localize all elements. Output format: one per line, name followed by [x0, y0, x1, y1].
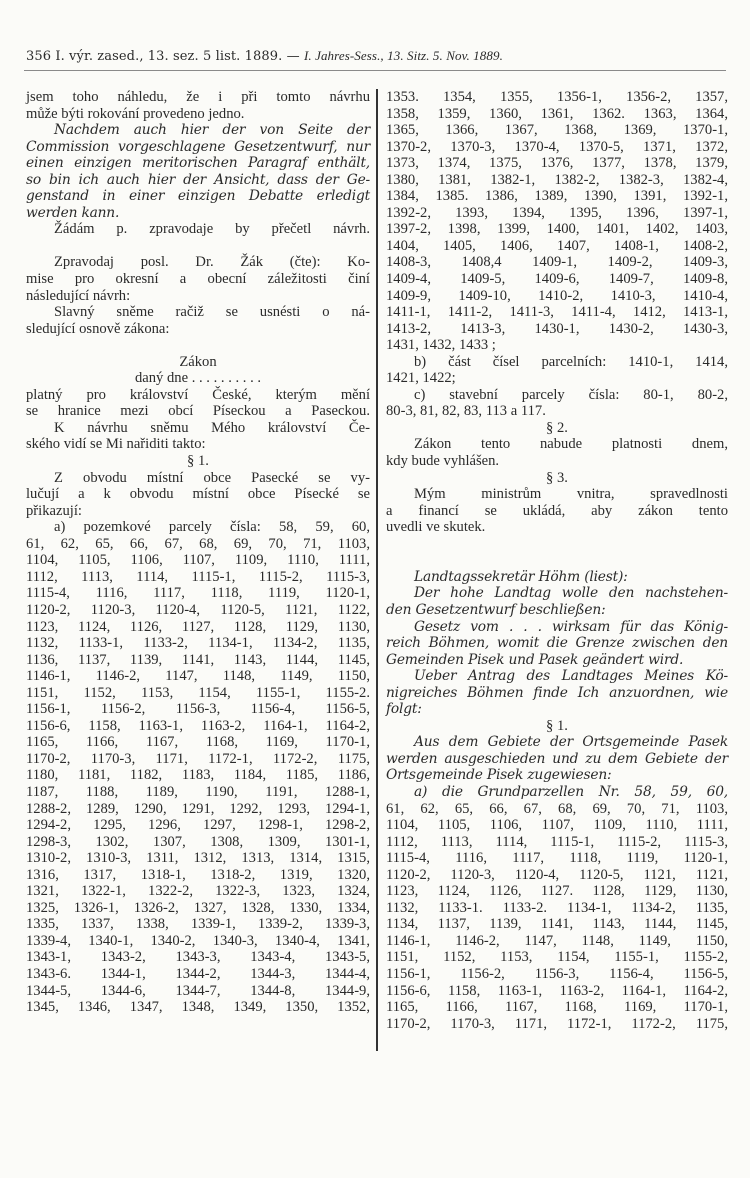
running-header: [26, 48, 726, 70]
text-line: 1365, 1366, 1367, 1368, 1369, 1370-1,: [386, 122, 728, 139]
text-line: 1343-1, 1343-2, 1343-3, 1343-4, 1343-5,: [26, 949, 370, 966]
text-line: K návrhu sněmu Mého království Če-: [54, 419, 370, 436]
text-line: 1344-5, 1344-6, 1344-7, 1344-8, 1344-9,: [26, 982, 370, 999]
text-line: platný pro království České, kterým mění: [26, 386, 370, 403]
text-line: 1187, 1188, 1189, 1190, 1191, 1288-1,: [26, 783, 370, 800]
text-line: sledující osnově zákona:: [26, 320, 170, 337]
text-line: 1321, 1322-1, 1322-2, 1322-3, 1323, 1324,: [26, 883, 370, 900]
right-column: [386, 89, 728, 1032]
text-line: následující návrh:: [26, 287, 131, 304]
text-line: 1146-1, 1146-2, 1147, 1148, 1149, 1150,: [386, 932, 728, 949]
text-line: 1397-2, 1398, 1399, 1400, 1401, 1402, 1403,: [386, 221, 728, 238]
text-line: Gemeinden Pisek und Pasek geändert wird.: [386, 651, 684, 668]
left-column: [26, 89, 370, 1016]
text-line: 1156-6, 1158, 1163-1, 1163-2, 1164-1, 1164-2,: [26, 717, 370, 734]
text-line: 1431, 1432, 1433 ;: [386, 337, 496, 354]
text-line: Landtagssekretär Höhm (liest):: [414, 568, 628, 585]
text-line: 1170-2, 1170-3, 1171, 1172-1, 1172-2, 1175,: [26, 750, 370, 767]
section-heading: § 1.: [546, 717, 568, 734]
text-line: Z obvodu místní obce Pasecké se vy-: [54, 469, 370, 486]
text-line: a) die Grundparzellen Nr. 58, 59, 60,: [414, 783, 728, 800]
text-line: 1151, 1152, 1153, 1154, 1155-1, 1155-2,: [386, 949, 728, 966]
text-line: 1156-1, 1156-2, 1156-3, 1156-4, 1156-5,: [386, 965, 728, 982]
text-line: folgt:: [386, 701, 422, 718]
header-rule: [24, 70, 726, 71]
text-line: 1345, 1346, 1347, 1348, 1349, 1350, 1352,: [26, 999, 370, 1016]
text-line: 1156-6, 1158, 1163-1, 1163-2, 1164-1, 1164-2,: [386, 982, 728, 999]
text-line: přikazují:: [26, 502, 82, 519]
text-line: 1104, 1105, 1106, 1107, 1109, 1110, 1111,: [26, 552, 370, 569]
text-line: 1123, 1124, 1126, 1127, 1128, 1129, 1130,: [26, 618, 370, 635]
text-line: lučují a k obvodu místní obce Písecké se: [26, 486, 370, 503]
text-line: 1156-1, 1156-2, 1156-3, 1156-4, 1156-5,: [26, 701, 370, 718]
blank-line: [26, 238, 370, 255]
section-heading: Zákon: [179, 353, 217, 370]
text-line: 1404, 1405, 1406, 1407, 1408-1, 1408-2,: [386, 237, 728, 254]
text-line: 1112, 1113, 1114, 1115-1, 1115-2, 1115-3,: [26, 568, 370, 585]
text-line: 61, 62, 65, 66, 67, 68, 69, 70, 71, 1103,: [386, 800, 728, 817]
column-divider: [376, 89, 378, 1051]
text-line: so bin ich auch hier der Ansicht, dass der Ge-: [26, 171, 370, 188]
text-line: Aus dem Gebiete der Ortsgemeinde Pasek: [414, 734, 728, 751]
text-line: genstand in einer einzigen Debatte erledigt: [26, 188, 370, 205]
text-line: 1343-6. 1344-1, 1344-2, 1344-3, 1344-4,: [26, 965, 370, 982]
text-line: 1120-2, 1120-3, 1120-4, 1120-5, 1121, 1121,: [386, 866, 728, 883]
text-line: ského vidí se Mi nařiditi takto:: [26, 436, 206, 453]
text-line: einen einzigen meritorischen Paragraf enthält,: [26, 155, 370, 172]
text-line: 1123, 1124, 1126, 1127. 1128, 1129, 1130,: [386, 883, 728, 900]
text-line: 1392-2, 1393, 1394, 1395, 1396, 1397-1,: [386, 204, 728, 221]
text-line: werden ausgeschieden und zu dem Gebiete der: [386, 750, 728, 767]
text-line: 1294-2, 1295, 1296, 1297, 1298-1, 1298-2,: [26, 817, 370, 834]
text-line: 1136, 1137, 1139, 1141, 1143, 1144, 1145,: [26, 651, 370, 668]
text-line: 1151, 1152, 1153, 1154, 1155-1, 1155-2.: [26, 684, 370, 701]
text-line: 1325, 1326-1, 1326-2, 1327, 1328, 1330, 1334,: [26, 899, 370, 916]
text-line: 1112, 1113, 1114, 1115-1, 1115-2, 1115-3,: [386, 833, 728, 850]
text-line: se hranice mezi obcí Píseckou a Paseckou.: [26, 403, 370, 420]
text-line: Nachdem auch hier der von Seite der: [54, 122, 370, 139]
text-line: 1421, 1422;: [386, 370, 456, 387]
text-line: 61, 62, 65, 66, 67, 68, 69, 70, 71, 1103,: [26, 535, 370, 552]
text-line: 1115-4, 1116, 1117, 1118, 1119, 1120-1,: [386, 850, 728, 867]
text-line: b) část čísel parcelních: 1410-1, 1414,: [414, 353, 728, 370]
section-heading: § 3.: [546, 469, 568, 486]
text-line: nigreiches Böhmen finde Ich anzuordnen, wie: [386, 684, 728, 701]
text-line: 1134, 1137, 1139, 1141, 1143, 1144, 1145,: [386, 916, 728, 933]
text-line: Žádám p. zpravodaje by přečetl návrh.: [54, 221, 370, 238]
text-line: 1335, 1337, 1338, 1339-1, 1339-2, 1339-3,: [26, 916, 370, 933]
text-line: 1380, 1381, 1382-1, 1382-2, 1382-3, 1382-4,: [386, 171, 728, 188]
text-line: 1288-2, 1289, 1290, 1291, 1292, 1293, 1294-1,: [26, 800, 370, 817]
blank-line: [386, 552, 728, 569]
text-line: 1298-3, 1302, 1307, 1308, 1309, 1301-1,: [26, 833, 370, 850]
text-line: 1339-4, 1340-1, 1340-2, 1340-3, 1340-4, 1341,: [26, 932, 370, 949]
text-line: 1146-1, 1146-2, 1147, 1148, 1149, 1150,: [26, 668, 370, 685]
section-heading: § 2.: [546, 419, 568, 436]
section-heading: § 1.: [187, 453, 209, 470]
blank-line: [386, 536, 728, 553]
text-line: 1353. 1354, 1355, 1356-1, 1356-2, 1357,: [386, 89, 728, 105]
text-line: Gesetz vom . . . wirksam für das König-: [414, 618, 728, 635]
header-czech: I. výr. zased., 13. sez. 5 list. 1889.: [55, 49, 283, 64]
text-line: Commission vorgeschlagene Gesetzentwurf, nur: [26, 138, 370, 155]
text-line: a) pozemkové parcely čísla: 58, 59, 60,: [54, 519, 370, 536]
text-line: Slavný sněme račiž se usnésti o ná-: [54, 304, 370, 321]
text-line: 1408-3, 1408,4 1409-1, 1409-2, 1409-3,: [386, 254, 728, 271]
text-line: kdy bude vyhlášen.: [386, 453, 500, 470]
text-line: 1316, 1317, 1318-1, 1318-2, 1319, 1320,: [26, 866, 370, 883]
text-line: 1115-4, 1116, 1117, 1118, 1119, 1120-1,: [26, 585, 370, 602]
text-line: 1180, 1181, 1182, 1183, 1184, 1185, 1186,: [26, 767, 370, 784]
text-line: c) stavební parcely čísla: 80-1, 80-2,: [414, 386, 728, 403]
text-line: 1165, 1166, 1167, 1168, 1169, 1170-1,: [386, 999, 728, 1016]
text-line: 1373, 1374, 1375, 1376, 1377, 1378, 1379,: [386, 155, 728, 172]
text-line: Der hohe Landtag wolle den nachstehen-: [414, 585, 728, 602]
text-line: 1132, 1133-1. 1133-2. 1134-1, 1134-2, 1135,: [386, 899, 728, 916]
text-line: den Gesetzentwurf beschließen:: [386, 601, 606, 618]
text-line: 1370-2, 1370-3, 1370-4, 1370-5, 1371, 1372,: [386, 138, 728, 155]
text-line: 1411-1, 1411-2, 1411-3, 1411-4, 1412, 1413-1,: [386, 304, 728, 321]
text-line: jsem toho náhledu, že i při tomto návrhu: [26, 89, 370, 105]
text-line: 1384, 1385. 1386, 1389, 1390, 1391, 1392-1,: [386, 188, 728, 205]
text-line: 80-3, 81, 82, 83, 113 a 117.: [386, 403, 546, 420]
text-line: werden kann.: [26, 204, 120, 221]
blank-line: [26, 337, 370, 354]
text-line: 1409-9, 1409-10, 1410-2, 1410-3, 1410-4,: [386, 287, 728, 304]
text-line: Zákon tento nabude platnosti dnem,: [414, 436, 728, 453]
text-line: Ueber Antrag des Landtages Meines Kö-: [414, 668, 728, 685]
text-line: a financí se ukládá, aby zákon tento: [386, 502, 728, 519]
text-line: 1170-2, 1170-3, 1171, 1172-1, 1172-2, 1175,: [386, 1015, 728, 1032]
text-line: uvedli ve skutek.: [386, 519, 486, 536]
text-line: 1165, 1166, 1167, 1168, 1169, 1170-1,: [26, 734, 370, 751]
text-line: Ortsgemeinde Pisek zugewiesen:: [386, 767, 612, 784]
text-line: 1413-2, 1413-3, 1430-1, 1430-2, 1430-3,: [386, 320, 728, 337]
text-line: Zpravodaj posl. Dr. Žák (čte): Ko-: [54, 254, 370, 271]
text-line: 1104, 1105, 1106, 1107, 1109, 1110, 1111,: [386, 817, 728, 834]
section-heading: daný dne . . . . . . . . . .: [134, 370, 262, 387]
text-line: může býti rokování provedeno jedno.: [26, 105, 245, 122]
text-line: 1409-4, 1409-5, 1409-6, 1409-7, 1409-8,: [386, 271, 728, 288]
page-number: 356: [26, 49, 52, 64]
text-line: 1358, 1359, 1360, 1361, 1362. 1363, 1364,: [386, 105, 728, 122]
text-line: reich Böhmen, womit die Grenze zwischen den: [386, 635, 728, 652]
text-line: mise pro okresní a obecní záležitosti činí: [26, 271, 370, 288]
header-german: I. Jahres-Sess., 13. Sitz. 5. Nov. 1889.: [303, 48, 503, 63]
text-line: 1120-2, 1120-3, 1120-4, 1120-5, 1121, 1122,: [26, 601, 370, 618]
text-line: Mým ministrům vnitra, spravedlnosti: [414, 486, 728, 503]
header-dash: —: [286, 49, 300, 64]
text-line: 1310-2, 1310-3, 1311, 1312, 1313, 1314, 1315,: [26, 850, 370, 867]
text-line: 1132, 1133-1, 1133-2, 1134-1, 1134-2, 1135,: [26, 635, 370, 652]
